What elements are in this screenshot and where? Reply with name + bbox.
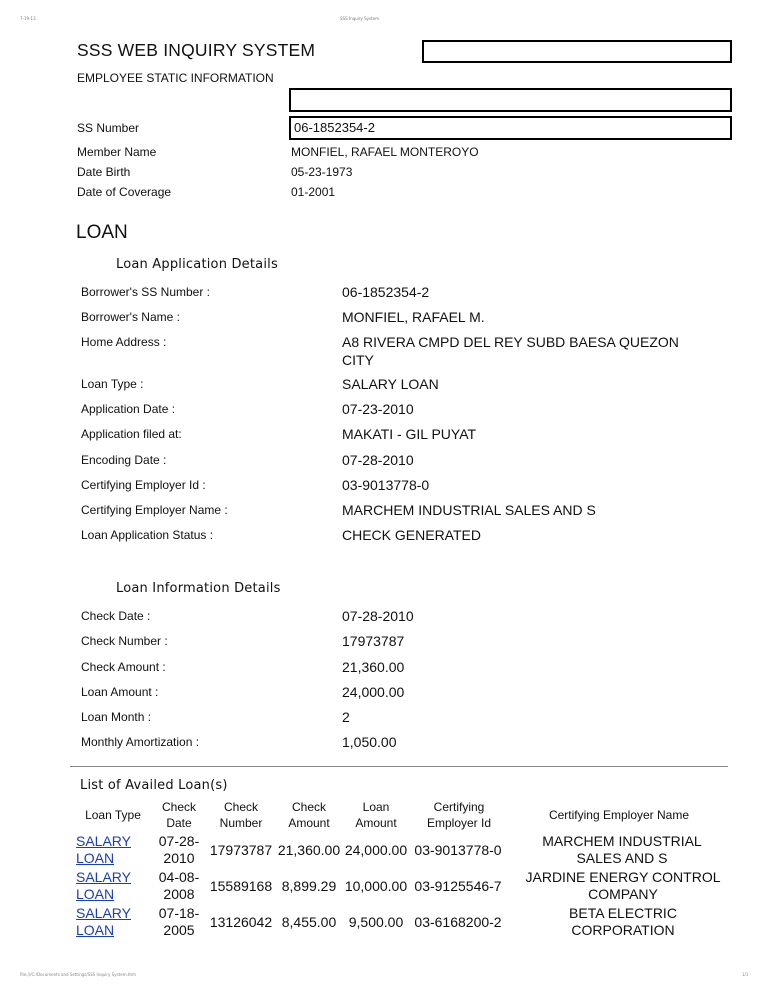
row-employer-name: MARCHEM INDUSTRIAL SALES AND S bbox=[542, 833, 702, 866]
info-input-box bbox=[289, 88, 732, 112]
monthly-amortization-label: Monthly Amortization : bbox=[81, 735, 200, 749]
row-check-number: 13126042 bbox=[209, 914, 273, 930]
check-amount-value: 21,360.00 bbox=[342, 659, 405, 675]
check-number-label: Check Number : bbox=[81, 634, 168, 648]
borrower-ss-value: 06-1852354-2 bbox=[342, 284, 430, 300]
row-check-amount: 8,455.00 bbox=[281, 914, 337, 930]
row-employer-name: BETA ELECTRIC CORPORATION bbox=[569, 905, 677, 938]
certifying-employer-name-label: Certifying Employer Name : bbox=[81, 503, 228, 517]
ss-number-field bbox=[289, 116, 732, 140]
row-employer-id: 03-9013778-0 bbox=[414, 842, 502, 858]
application-status-value: CHECK GENERATED bbox=[342, 527, 481, 543]
page-header-title: SSS Inquiry System bbox=[340, 16, 379, 21]
title-input-box bbox=[422, 40, 732, 63]
col-loan-type: Loan Type bbox=[85, 808, 141, 822]
footer-page: 1/1 bbox=[742, 972, 749, 977]
row-loan-amount: 10,000.00 bbox=[344, 878, 408, 894]
col-employer-id: Certifying Employer Id bbox=[426, 800, 492, 830]
loan-amount-value: 24,000.00 bbox=[342, 684, 405, 700]
row-check-amount: 8,899.29 bbox=[281, 878, 337, 894]
ss-number-label: SS Number bbox=[77, 121, 140, 135]
loan-amount-label: Loan Amount : bbox=[81, 685, 159, 699]
date-birth-value: 05-23-1973 bbox=[291, 165, 353, 179]
home-address-value: A8 RIVERA CMPD DEL REY SUBD BAESA QUEZON CITY bbox=[342, 334, 679, 368]
certifying-employer-name-value: MARCHEM INDUSTRIAL SALES AND S bbox=[342, 502, 596, 518]
loan-month-value: 2 bbox=[342, 709, 350, 725]
coverage-label: Date of Coverage bbox=[77, 185, 172, 199]
row-check-date: 04-08-2008 bbox=[158, 869, 200, 902]
date-birth-label: Date Birth bbox=[77, 165, 131, 179]
row-employer-id: 03-6168200-2 bbox=[414, 914, 502, 930]
row-employer-id: 03-9125546-7 bbox=[414, 878, 502, 894]
footer-path: file:///C:/Documents and Settings/SSS Inquiry System.htm bbox=[20, 972, 136, 977]
loan-type-link[interactable]: SALARY LOAN bbox=[76, 869, 131, 902]
col-check-number: Check Number bbox=[219, 800, 263, 830]
row-check-amount: 21,360.00 bbox=[277, 842, 341, 858]
row-employer-name: JARDINE ENERGY CONTROL COMPANY bbox=[525, 869, 721, 902]
loan-application-heading: Loan Application Details bbox=[116, 257, 278, 272]
loan-type-link[interactable]: SALARY LOAN bbox=[76, 905, 131, 938]
col-loan-amount: Loan Amount bbox=[355, 800, 397, 830]
certifying-employer-id-label: Certifying Employer Id : bbox=[81, 478, 206, 492]
member-name-value: MONFIEL, RAFAEL MONTEROYO bbox=[291, 145, 479, 159]
page-title: SSS WEB INQUIRY SYSTEM bbox=[77, 40, 316, 60]
col-employer-name: Certifying Employer Name bbox=[548, 808, 690, 822]
application-date-value: 07-23-2010 bbox=[342, 401, 414, 417]
row-check-date: 07-28-2010 bbox=[158, 833, 200, 866]
certifying-employer-id-value: 03-9013778-0 bbox=[342, 477, 430, 493]
row-loan-amount: 24,000.00 bbox=[344, 842, 408, 858]
application-status-label: Loan Application Status : bbox=[81, 528, 214, 542]
encoding-date-value: 07-28-2010 bbox=[342, 452, 414, 468]
loan-type-link[interactable]: SALARY LOAN bbox=[76, 833, 131, 866]
borrower-name-label: Borrower's Name : bbox=[81, 310, 180, 324]
row-check-date: 07-18-2005 bbox=[158, 905, 200, 938]
page-header-date: 7-19-13 bbox=[20, 16, 36, 21]
col-check-amount: Check Amount bbox=[288, 800, 330, 830]
row-check-number: 17973787 bbox=[209, 842, 273, 858]
row-check-number: 15589168 bbox=[209, 878, 273, 894]
check-number-value: 17973787 bbox=[342, 633, 405, 649]
coverage-value: 01-2001 bbox=[291, 185, 336, 199]
col-check-date: Check Date bbox=[161, 800, 196, 830]
availed-loans-heading: List of Availed Loan(s) bbox=[80, 778, 228, 793]
borrower-ss-label: Borrower's SS Number : bbox=[81, 285, 210, 299]
check-date-label: Check Date : bbox=[81, 609, 151, 623]
loan-month-label: Loan Month : bbox=[81, 710, 152, 724]
loan-type-value: SALARY LOAN bbox=[342, 376, 439, 392]
application-filed-value: MAKATI - GIL PUYAT bbox=[342, 426, 477, 442]
member-name-label: Member Name bbox=[77, 145, 157, 159]
check-date-value: 07-28-2010 bbox=[342, 608, 414, 624]
check-amount-label: Check Amount : bbox=[81, 660, 166, 674]
loan-heading: LOAN bbox=[76, 222, 128, 243]
home-address-label: Home Address : bbox=[81, 335, 167, 349]
application-filed-label: Application filed at: bbox=[81, 427, 182, 441]
section-subtitle: EMPLOYEE STATIC INFORMATION bbox=[77, 71, 274, 85]
row-loan-amount: 9,500.00 bbox=[348, 914, 404, 930]
application-date-label: Application Date : bbox=[81, 402, 176, 416]
borrower-name-value: MONFIEL, RAFAEL M. bbox=[342, 309, 485, 325]
section-divider bbox=[70, 766, 728, 767]
ss-number-value: 06-1852354-2 bbox=[294, 120, 375, 135]
loan-information-heading: Loan Information Details bbox=[116, 581, 281, 596]
monthly-amortization-value: 1,050.00 bbox=[342, 734, 397, 750]
encoding-date-label: Encoding Date : bbox=[81, 453, 167, 467]
loan-type-label: Loan Type : bbox=[81, 377, 144, 391]
